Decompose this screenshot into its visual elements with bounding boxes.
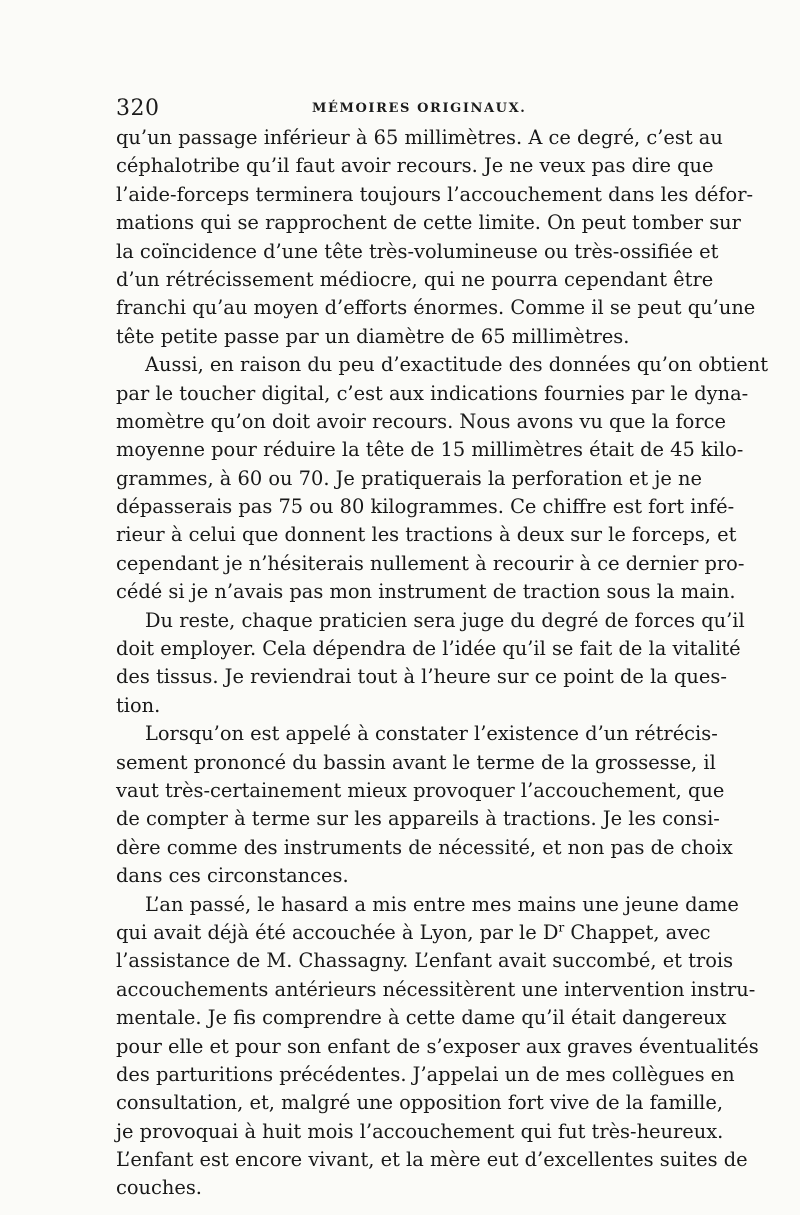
text-line: l’aide-forceps terminera toujours l’accouchement dans les défor-	[116, 182, 754, 206]
paragraph-start-line: L’an passé, le hasard a mis entre mes mains une jeune dame	[145, 892, 739, 916]
text-line: par le toucher digital, c’est aux indications fournies par le dyna-	[116, 381, 749, 405]
text-line: d’un rétrécissement médiocre, qui ne pourra cependant être	[116, 267, 714, 291]
line-tail: Chappet, avec	[564, 920, 711, 944]
line-head: qui avait déjà été accouchée à Lyon, par le D	[116, 920, 559, 944]
text-line: L’enfant est encore vivant, et la mère eut d’excellentes suites de	[116, 1148, 748, 1172]
text-line: de compter à terme sur les appareils à tractions. Je les consi-	[116, 807, 720, 831]
paragraph-end-line: tête petite passe par un diamètre de 65 millimètres.	[116, 324, 630, 348]
paragraph-start-line: Lorsqu’on est appelé à constater l’existence d’un rétrécis-	[145, 722, 718, 746]
text-line: dère comme des instruments de nécessité, et non pas de choix	[116, 835, 733, 859]
paragraph-end-line: cédé si je n’avais pas mon instrument de traction sous la main.	[116, 580, 736, 604]
paragraph-start-line: Aussi, en raison du peu d’exactitude des données qu’on obtient	[145, 353, 769, 377]
paragraph-start-line: Du reste, chaque praticien sera juge du degré de forces qu’il	[145, 608, 745, 632]
paragraph-end-line: dans ces circonstances.	[116, 864, 349, 888]
text-line: mentale. Je fis comprendre à cette dame qu’il était dangereux	[116, 1006, 727, 1030]
text-line: accouchements antérieurs nécessitèrent une intervention instru-	[116, 977, 756, 1001]
text-line-with-superscript	[116, 919, 711, 947]
text-line: franchi qu’au moyen d’efforts énormes. Comme il se peut qu’une	[116, 296, 756, 320]
text-line: dépasserais pas 75 ou 80 kilogrammes. Ce chiffre est fort infé-	[116, 495, 735, 519]
text-line: grammes, à 60 ou 70. Je pratiquerais la perforation et je ne	[116, 466, 702, 490]
body-text	[116, 124, 769, 1203]
text-line: qu’un passage inférieur à 65 millimètres. A ce degré, c’est au	[116, 126, 723, 149]
text-line: je provoquai à huit mois l’accouchement qui fut très-heureux.	[116, 1119, 724, 1143]
text-line: rieur à celui que donnent les tractions à deux sur le forceps, et	[116, 523, 737, 547]
text-line: cependant je n’hésiterais nullement à recourir à ce dernier pro-	[116, 551, 745, 575]
text-line: l’assistance de M. Chassagny. L’enfant avait succombé, et trois	[116, 949, 734, 973]
paragraph-end-line: tion.	[116, 693, 161, 717]
doctor-abbrev-superscript: r	[558, 920, 565, 935]
text-line: mations qui se rapprochent de cette limite. On peut tomber sur	[116, 211, 741, 235]
text-line: sement prononcé du bassin avant le terme de la grossesse, il	[116, 750, 716, 774]
running-title: MÉMOIRES ORIGINAUX.	[312, 101, 527, 116]
text-line: vaut très-certainement mieux provoquer l’accouchement, que	[116, 778, 725, 802]
text-line: moyenne pour réduire la tête de 15 millimètres était de 45 kilo-	[116, 438, 744, 462]
text-line: des parturitions précédentes. J’appelai un de mes collègues en	[116, 1062, 735, 1086]
text-line: momètre qu’on doit avoir recours. Nous avons vu que la force	[116, 409, 726, 433]
text-line: la coïncidence d’une tête très-volumineuse ou très-ossifiée et	[116, 239, 719, 263]
running-head	[116, 96, 692, 122]
text-line: doit employer. Cela dépendra de l’idée qu’il se fait de la vitalité	[116, 637, 741, 661]
text-line: pour elle et pour son enfant de s’exposer aux graves éventualités	[116, 1034, 759, 1058]
text-line: des tissus. Je reviendrai tout à l’heure sur ce point de la ques-	[116, 665, 727, 689]
page-number: 320	[116, 96, 160, 121]
text-line: consultation, et, malgré une opposition fort vive de la famille,	[116, 1091, 723, 1115]
paragraph-end-line: couches.	[116, 1176, 202, 1200]
text-line: céphalotribe qu’il faut avoir recours. Je ne veux pas dire que	[116, 154, 714, 178]
